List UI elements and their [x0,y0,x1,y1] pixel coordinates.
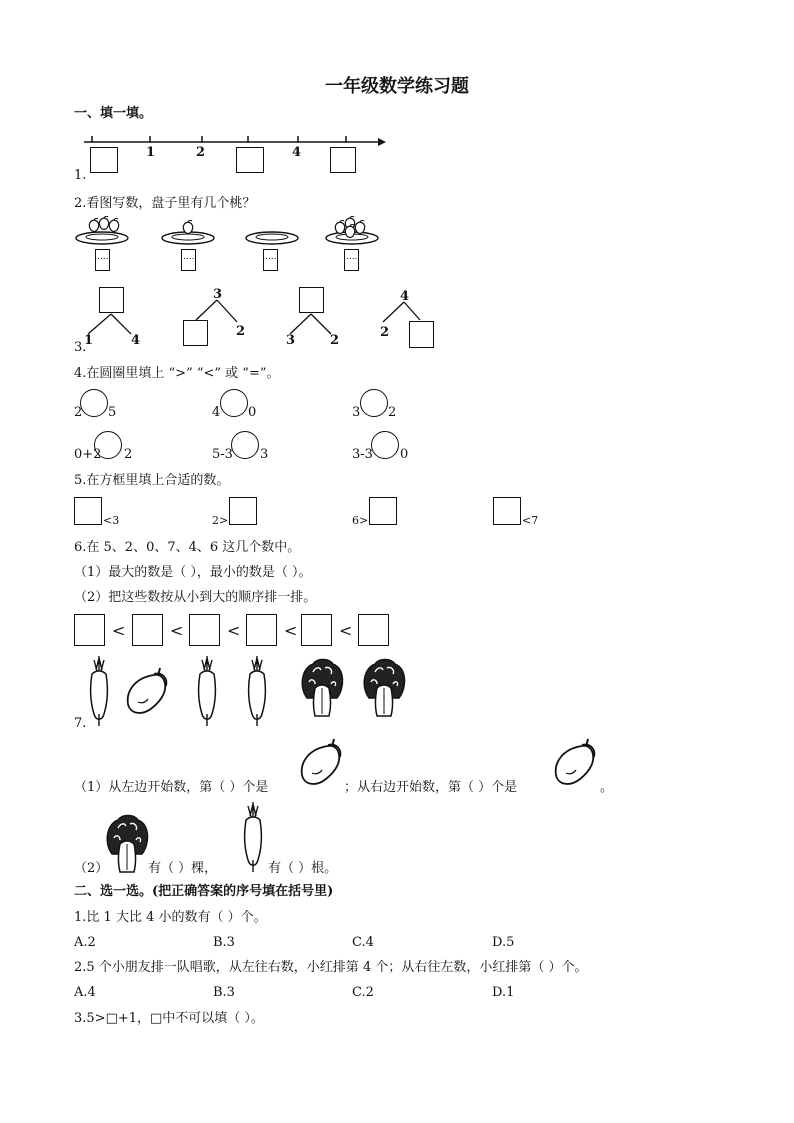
inequality-text: 6> [352,514,369,527]
bond-number: 2 [236,324,246,339]
question-s2-1-prompt: 1.比 1 大比 4 小的数有（ ）个。 [74,910,267,925]
question-6-prompt: 6.在 5、2、0、7、4、6 这几个数中。 [74,540,301,555]
question-4-prompt: 4.在圆圈里填上 “>” “<” 或 “=”。 [74,366,280,381]
question-6-sub1: （1）最大的数是（ ），最小的数是（ ）。 [74,565,312,580]
inequality-text: <7 [522,514,539,527]
compare-right: 5 [108,405,117,420]
question-5-prompt: 5.在方框里填上合适的数。 [74,473,230,488]
radish-icon [238,802,268,872]
less-than-sign: < [284,621,298,640]
option-d[interactable]: D.1 [492,985,515,1000]
order-box[interactable] [74,614,105,646]
fill-box[interactable] [229,497,257,525]
option-d[interactable]: D.5 [492,935,515,950]
compare-circle[interactable] [231,431,259,459]
number-bond-lines [0,0,794,400]
radish-icon [192,656,222,726]
order-box[interactable] [358,614,389,646]
bond-number: 3 [286,333,296,348]
question-7-sub1-part-a: （1）从左边开始数，第（ ）个是 [74,780,269,795]
bond-number: 4 [400,289,410,304]
compare-left: 2 [74,405,83,420]
compare-left: 0+2 [74,447,102,462]
tick-label: 1 [146,145,156,160]
fill-box[interactable] [369,497,397,525]
order-box[interactable] [132,614,163,646]
less-than-sign: < [170,621,184,640]
tick-label: 4 [292,145,302,160]
question-number: 1. [74,168,87,183]
eggplant-icon [124,666,170,716]
compare-circle[interactable] [80,389,108,417]
question-7-sub1-end: 。 [600,780,614,795]
order-box[interactable] [189,614,220,646]
option-c[interactable]: C.4 [352,935,374,950]
bond-number: 4 [131,333,141,348]
question-7-sub1-part-b: ；从右边开始数，第（ ）个是 [344,780,518,795]
question-2-prompt: 2.看图写数，盘子里有几个桃？ [74,196,256,211]
option-a[interactable]: A.4 [74,985,96,1000]
answer-box[interactable]: .... [263,249,278,271]
section-1-heading: 一、填一填。 [74,106,153,121]
option-b[interactable]: B.3 [213,935,235,950]
cabbage-icon [361,658,407,720]
compare-right: 3 [260,447,269,462]
eggplant-icon [298,737,344,787]
order-box[interactable] [246,614,277,646]
bond-number: 3 [213,287,223,302]
bond-number: 2 [330,333,340,348]
page-title: 一年级数学练习题 [325,76,469,97]
answer-box[interactable]: .... [344,249,359,271]
order-box[interactable] [301,614,332,646]
fill-box[interactable] [493,497,521,525]
inequality-text: 2> [212,514,229,527]
compare-left: 5-3 [212,447,233,462]
radish-icon [84,656,114,726]
compare-right: 2 [388,405,397,420]
fill-box[interactable] [74,497,102,525]
compare-circle[interactable] [94,431,122,459]
less-than-sign: < [339,621,353,640]
compare-circle[interactable] [360,389,388,417]
cabbage-icon [104,814,150,876]
bond-number: 1 [84,333,94,348]
option-c[interactable]: C.2 [352,985,374,1000]
question-7-sub2-part-a: （2） [74,861,109,876]
compare-right: 2 [124,447,133,462]
answer-box[interactable]: .... [95,249,110,271]
tick-label: 2 [196,145,206,160]
less-than-sign: < [112,621,126,640]
compare-circle[interactable] [220,389,248,417]
bond-box[interactable] [409,321,434,348]
compare-right: 0 [400,447,409,462]
compare-left: 3 [352,405,361,420]
question-7-sub2-part-c: 有（ ）根。 [268,861,338,876]
question-number: 7. [74,716,87,731]
eggplant-icon [552,737,598,787]
question-s2-2-prompt: 2.5 个小朋友排一队唱歌，从左往右数，小红排第 4 个；从右往左数，小红排第（ ）个。 [74,960,588,975]
bond-box[interactable] [299,287,324,313]
inequality-text: <3 [103,514,120,527]
compare-left: 4 [212,405,221,420]
compare-circle[interactable] [371,431,399,459]
bond-number: 2 [380,325,390,340]
bond-box[interactable] [99,287,124,313]
less-than-sign: < [227,621,241,640]
compare-right: 0 [248,405,257,420]
option-a[interactable]: A.2 [74,935,96,950]
compare-left: 3-3 [352,447,373,462]
question-s2-3-prompt: 3.5>□+1，□中不可以填（ ）。 [74,1011,264,1026]
radish-icon [242,656,272,726]
cabbage-icon [299,658,345,720]
bond-box[interactable] [183,320,208,346]
question-7-sub2-part-b: 有（ ）棵， [148,861,218,876]
section-2-heading: 二、选一选。(把正确答案的序号填在括号里) [74,884,334,899]
option-b[interactable]: B.3 [213,985,235,1000]
question-number: 3. [74,340,87,355]
question-6-sub2: （2）把这些数按从小到大的顺序排一排。 [74,590,317,605]
answer-box[interactable]: .... [181,249,196,271]
